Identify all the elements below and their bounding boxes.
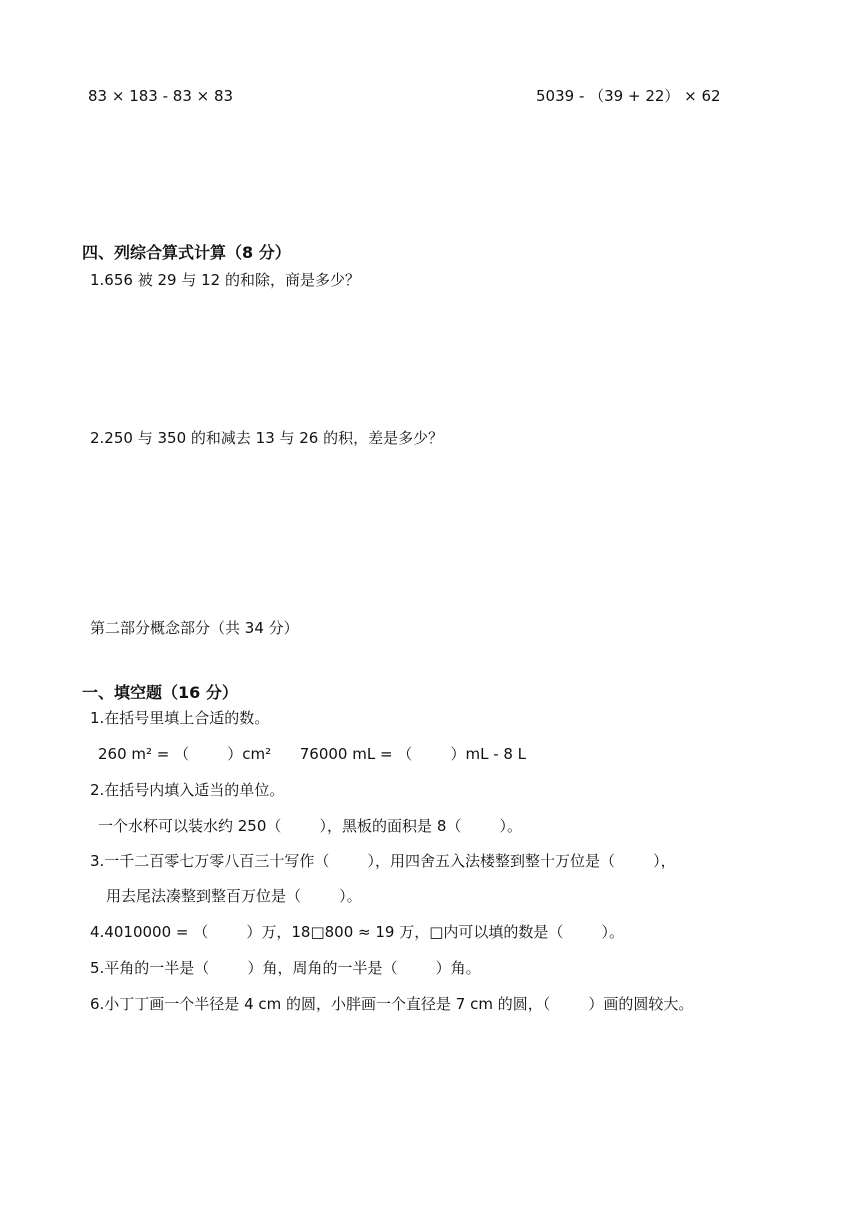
fill-question-6: 6.小丁丁画一个半径是 4 cm 的圆，小胖画一个直径是 7 cm 的圆，（ ）画的圆较大。	[90, 995, 694, 1013]
section-heading-fill-blank: 一、填空题（16 分）	[82, 683, 238, 702]
fill-question-1: 1.在括号里填上合适的数。	[90, 709, 270, 727]
calc-expression-left: 83 × 183 - 83 × 83	[88, 87, 234, 105]
fill-question-2: 2.在括号内填入适当的单位。	[90, 781, 285, 799]
part-title: 第二部分概念部分（共 34 分）	[90, 619, 299, 637]
fill-question-3-line-2: 用去尾法凑整到整百万位是（ ）。	[106, 887, 362, 905]
section-heading-comprehensive: 四、列综合算式计算（8 分）	[82, 243, 291, 262]
fill-question-2-line: 一个水杯可以装水约 250（ ），黑板的面积是 8（ ）。	[98, 817, 523, 835]
question-2: 2.250 与 350 的和减去 13 与 26 的积，差是多少？	[90, 429, 444, 447]
calc-expression-right: 5039 - （39 + 22） × 62	[536, 87, 721, 105]
fill-question-1-line: 260 m² = （ ）cm² 76000 mL = （ ）mL - 8 L	[98, 745, 527, 763]
fill-question-5: 5.平角的一半是（ ）角，周角的一半是（ ）角。	[90, 959, 481, 977]
question-1: 1.656 被 29 与 12 的和除，商是多少？	[90, 271, 360, 289]
fill-question-4: 4.4010000 = （ ）万，18□800 ≈ 19 万，□内可以填的数是（ ）。	[90, 923, 625, 941]
fill-question-3-line-1: 3.一千二百零七万零八百三十写作（ ），用四舍五入法楼整到整十万位是（ ），	[90, 852, 676, 870]
